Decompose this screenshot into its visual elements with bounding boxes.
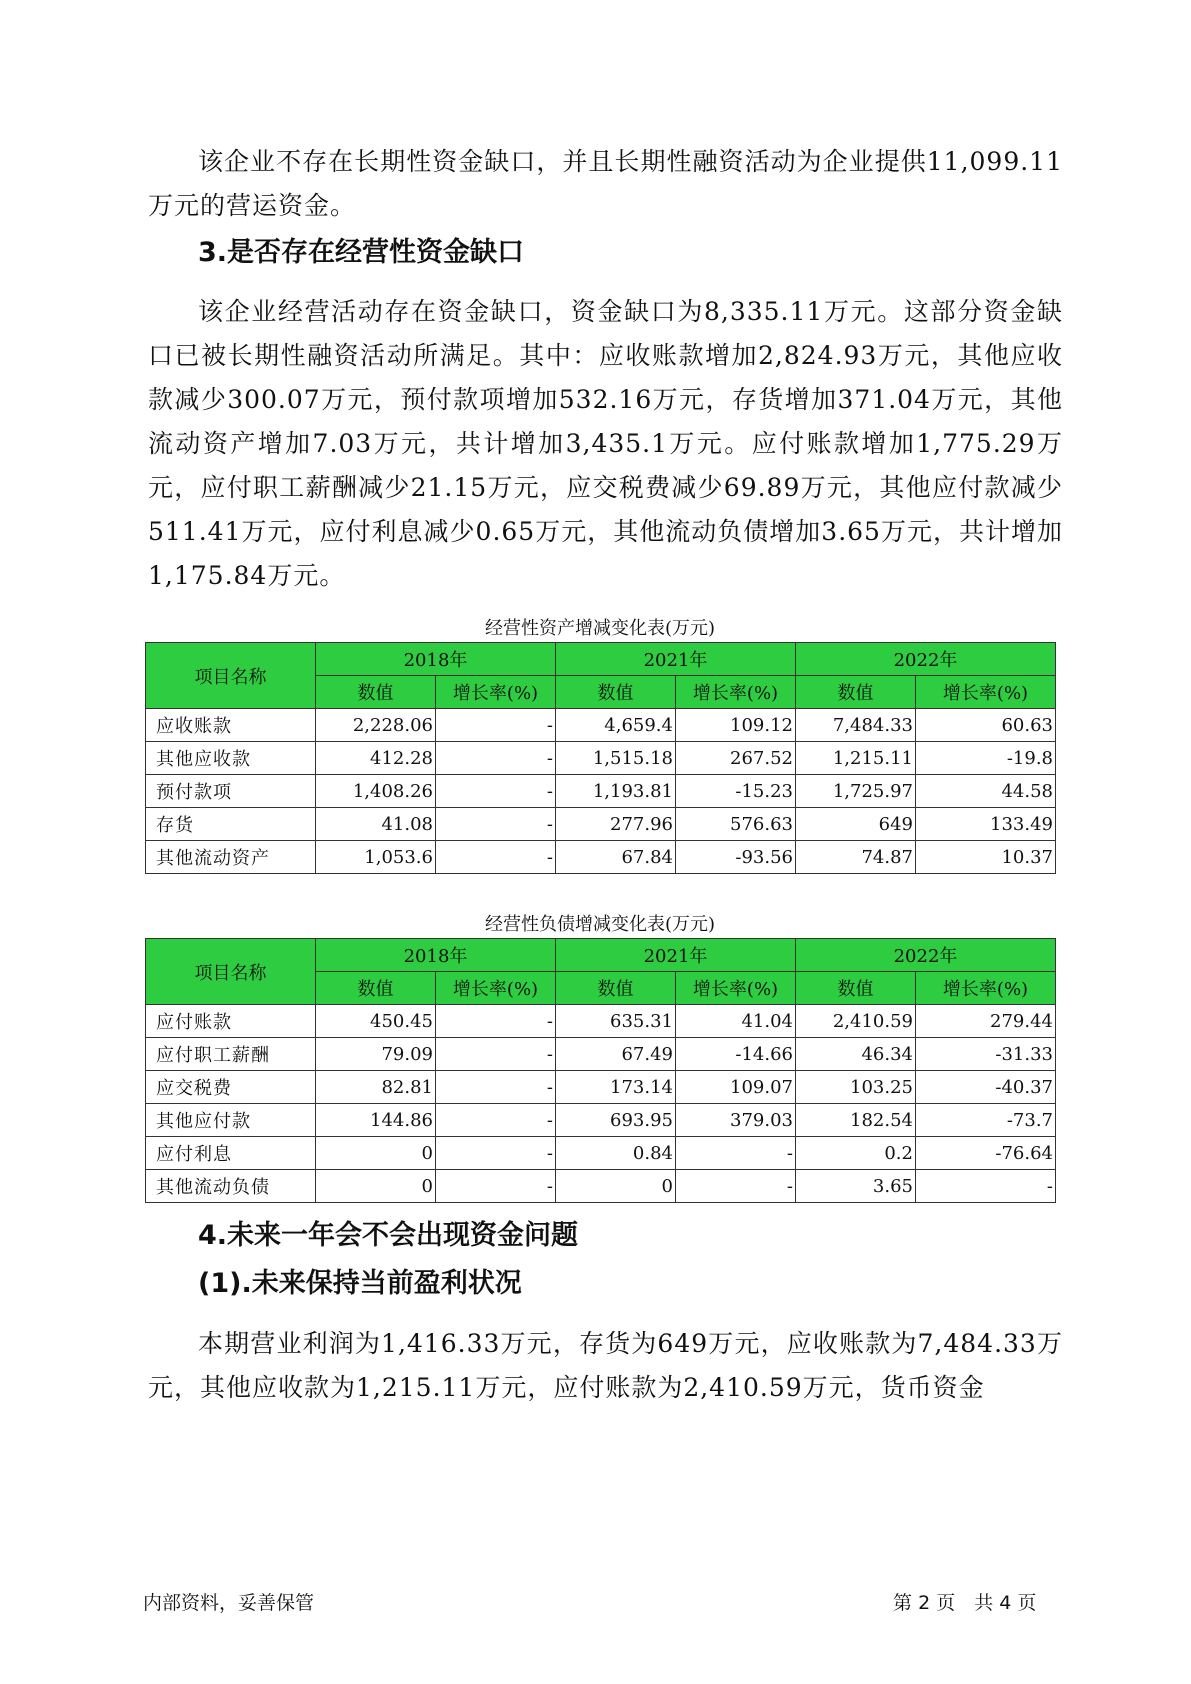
cell-growth-rate: -	[676, 1170, 796, 1203]
cell-value: 67.49	[556, 1038, 676, 1071]
cell-growth-rate: -	[916, 1170, 1056, 1203]
footer-page-indicator	[893, 1588, 1036, 1615]
header-year: 2022年	[796, 643, 1056, 676]
cell-value: 1,053.6	[316, 841, 436, 874]
row-item-name: 应交税费	[146, 1071, 316, 1104]
row-item-name: 其他应付款	[146, 1104, 316, 1137]
header-item-name: 项目名称	[146, 643, 316, 709]
cell-growth-rate: -	[436, 709, 556, 742]
header-growth-rate: 增长率(%)	[676, 676, 796, 709]
cell-value: 450.45	[316, 1005, 436, 1038]
row-item-name: 应付账款	[146, 1005, 316, 1038]
profit-text: 本期营业利润为1,416.33万元，存货为649万元，应收账款为7,484.33万元，其他应收款为1,215.11万元，应付账款为2,410.59万元，货币资金	[148, 1329, 1063, 1402]
cell-growth-rate: -93.56	[676, 841, 796, 874]
cell-value: 7,484.33	[796, 709, 916, 742]
table-row	[146, 1104, 1056, 1137]
header-year: 2021年	[556, 643, 796, 676]
cell-growth-rate: 267.52	[676, 742, 796, 775]
operating-assets-table	[145, 642, 1056, 874]
cell-growth-rate: 60.63	[916, 709, 1056, 742]
header-value: 数值	[316, 972, 436, 1005]
row-item-name: 应付利息	[146, 1137, 316, 1170]
cell-growth-rate: -	[676, 1137, 796, 1170]
row-item-name: 存货	[146, 808, 316, 841]
header-year: 2022年	[796, 939, 1056, 972]
table-row	[146, 808, 1056, 841]
section-heading-3: 3.是否存在经营性资金缺口	[198, 237, 525, 268]
cell-value: 1,515.18	[556, 742, 676, 775]
cell-growth-rate: -	[436, 841, 556, 874]
cell-value: 103.25	[796, 1071, 916, 1104]
cell-value: 1,215.11	[796, 742, 916, 775]
cell-growth-rate: 10.37	[916, 841, 1056, 874]
cell-value: 82.81	[316, 1071, 436, 1104]
cell-growth-rate: -	[436, 1104, 556, 1137]
cell-growth-rate: -40.37	[916, 1071, 1056, 1104]
cell-growth-rate: 576.63	[676, 808, 796, 841]
cell-growth-rate: -	[436, 1170, 556, 1203]
cell-value: 3.65	[796, 1170, 916, 1203]
header-value: 数值	[316, 676, 436, 709]
header-growth-rate: 增长率(%)	[436, 972, 556, 1005]
cell-value: 635.31	[556, 1005, 676, 1038]
cell-growth-rate: -19.8	[916, 742, 1056, 775]
long-term-gap-text: 该企业不存在长期性资金缺口，并且长期性融资活动为企业提供11,099.11万元的营运资金。	[148, 147, 1063, 220]
cell-growth-rate: -31.33	[916, 1038, 1056, 1071]
page-suffix: 页	[1017, 1592, 1037, 1614]
cell-growth-rate: 379.03	[676, 1104, 796, 1137]
cell-growth-rate: -	[436, 1137, 556, 1170]
cell-value: 0	[316, 1137, 436, 1170]
cell-value: 0.84	[556, 1137, 676, 1170]
assets-table-caption: 经营性资产增减变化表(万元)	[484, 618, 716, 639]
page-number: 2	[918, 1592, 931, 1614]
cell-value: 4,659.4	[556, 709, 676, 742]
cell-growth-rate: -	[436, 808, 556, 841]
cell-value: 693.95	[556, 1104, 676, 1137]
page-total: 4	[999, 1592, 1012, 1614]
table-row	[146, 1071, 1056, 1104]
section-heading-4: 4.未来一年会不会出现资金问题	[198, 1220, 579, 1251]
cell-growth-rate: -76.64	[916, 1137, 1056, 1170]
header-year: 2018年	[316, 939, 556, 972]
row-item-name: 其他流动负债	[146, 1170, 316, 1203]
intro-paragraph	[148, 140, 1063, 228]
cell-value: 1,725.97	[796, 775, 916, 808]
cell-growth-rate: 41.04	[676, 1005, 796, 1038]
cell-growth-rate: 44.58	[916, 775, 1056, 808]
cell-value: 173.14	[556, 1071, 676, 1104]
cell-value: 0	[316, 1170, 436, 1203]
header-item-name: 项目名称	[146, 939, 316, 1005]
cell-growth-rate: -	[436, 1038, 556, 1071]
cell-value: 649	[796, 808, 916, 841]
header-year: 2018年	[316, 643, 556, 676]
cell-value: 2,410.59	[796, 1005, 916, 1038]
cell-value: 74.87	[796, 841, 916, 874]
header-growth-rate: 增长率(%)	[676, 972, 796, 1005]
table-row	[146, 1005, 1056, 1038]
cell-growth-rate: -14.66	[676, 1038, 796, 1071]
liabilities-table-caption: 经营性负债增减变化表(万元)	[484, 914, 716, 935]
cell-value: 0.2	[796, 1137, 916, 1170]
cell-value: 0	[556, 1170, 676, 1203]
cell-growth-rate: -	[436, 1071, 556, 1104]
row-item-name: 预付款项	[146, 775, 316, 808]
cell-value: 41.08	[316, 808, 436, 841]
header-year: 2021年	[556, 939, 796, 972]
cell-value: 2,228.06	[316, 709, 436, 742]
footer-confidential-note: 内部资料，妥善保管	[143, 1592, 315, 1614]
operating-gap-text: 该企业经营活动存在资金缺口，资金缺口为8,335.11万元。这部分资金缺口已被长期性融资活动所满足。其中：应收账款增加2,824.93万元，其他应收款减少300.07万元，预付款项增加532.16万元，存货增加371.04万元，其他流动资产增加7.03万元，共计增加3,435.1万元。应付账款增加1,775.29万元，应付职工薪酬减少21.15万元，应交税费减少69.89万元，其他应付款减少511.41万元，应付利息减少0.65万元，其他流动负债增加3.65万元，共计增加1,175.84万元。	[148, 297, 1063, 590]
page-prefix: 第	[893, 1592, 913, 1614]
row-item-name: 应付职工薪酬	[146, 1038, 316, 1071]
cell-value: 46.34	[796, 1038, 916, 1071]
table-row	[146, 1137, 1056, 1170]
cell-value: 182.54	[796, 1104, 916, 1137]
table-header-row	[146, 939, 1056, 972]
cell-value: 412.28	[316, 742, 436, 775]
cell-growth-rate: -73.7	[916, 1104, 1056, 1137]
table-row	[146, 775, 1056, 808]
cell-growth-rate: -	[436, 775, 556, 808]
cell-value: 277.96	[556, 808, 676, 841]
cell-value: 67.84	[556, 841, 676, 874]
table-row	[146, 709, 1056, 742]
profit-paragraph	[148, 1322, 1063, 1410]
row-item-name: 其他流动资产	[146, 841, 316, 874]
page-mid: 页 共	[936, 1592, 994, 1614]
cell-growth-rate: -15.23	[676, 775, 796, 808]
subsection-heading-4-1: (1).未来保持当前盈利状况	[198, 1268, 522, 1299]
header-growth-rate: 增长率(%)	[916, 972, 1056, 1005]
row-item-name: 应收账款	[146, 709, 316, 742]
cell-growth-rate: 279.44	[916, 1005, 1056, 1038]
operating-liabilities-table	[145, 938, 1056, 1203]
operating-gap-paragraph	[148, 290, 1063, 598]
cell-value: 1,408.26	[316, 775, 436, 808]
cell-growth-rate: 109.07	[676, 1071, 796, 1104]
cell-value: 79.09	[316, 1038, 436, 1071]
cell-value: 144.86	[316, 1104, 436, 1137]
cell-growth-rate: 133.49	[916, 808, 1056, 841]
table-row	[146, 1038, 1056, 1071]
cell-growth-rate: -	[436, 1005, 556, 1038]
cell-growth-rate: -	[436, 742, 556, 775]
table-row	[146, 841, 1056, 874]
row-item-name: 其他应收款	[146, 742, 316, 775]
header-value: 数值	[556, 676, 676, 709]
header-value: 数值	[796, 972, 916, 1005]
table-row	[146, 742, 1056, 775]
table-row	[146, 1170, 1056, 1203]
header-growth-rate: 增长率(%)	[916, 676, 1056, 709]
header-growth-rate: 增长率(%)	[436, 676, 556, 709]
table-header-row	[146, 643, 1056, 676]
header-value: 数值	[796, 676, 916, 709]
cell-value: 1,193.81	[556, 775, 676, 808]
header-value: 数值	[556, 972, 676, 1005]
cell-growth-rate: 109.12	[676, 709, 796, 742]
